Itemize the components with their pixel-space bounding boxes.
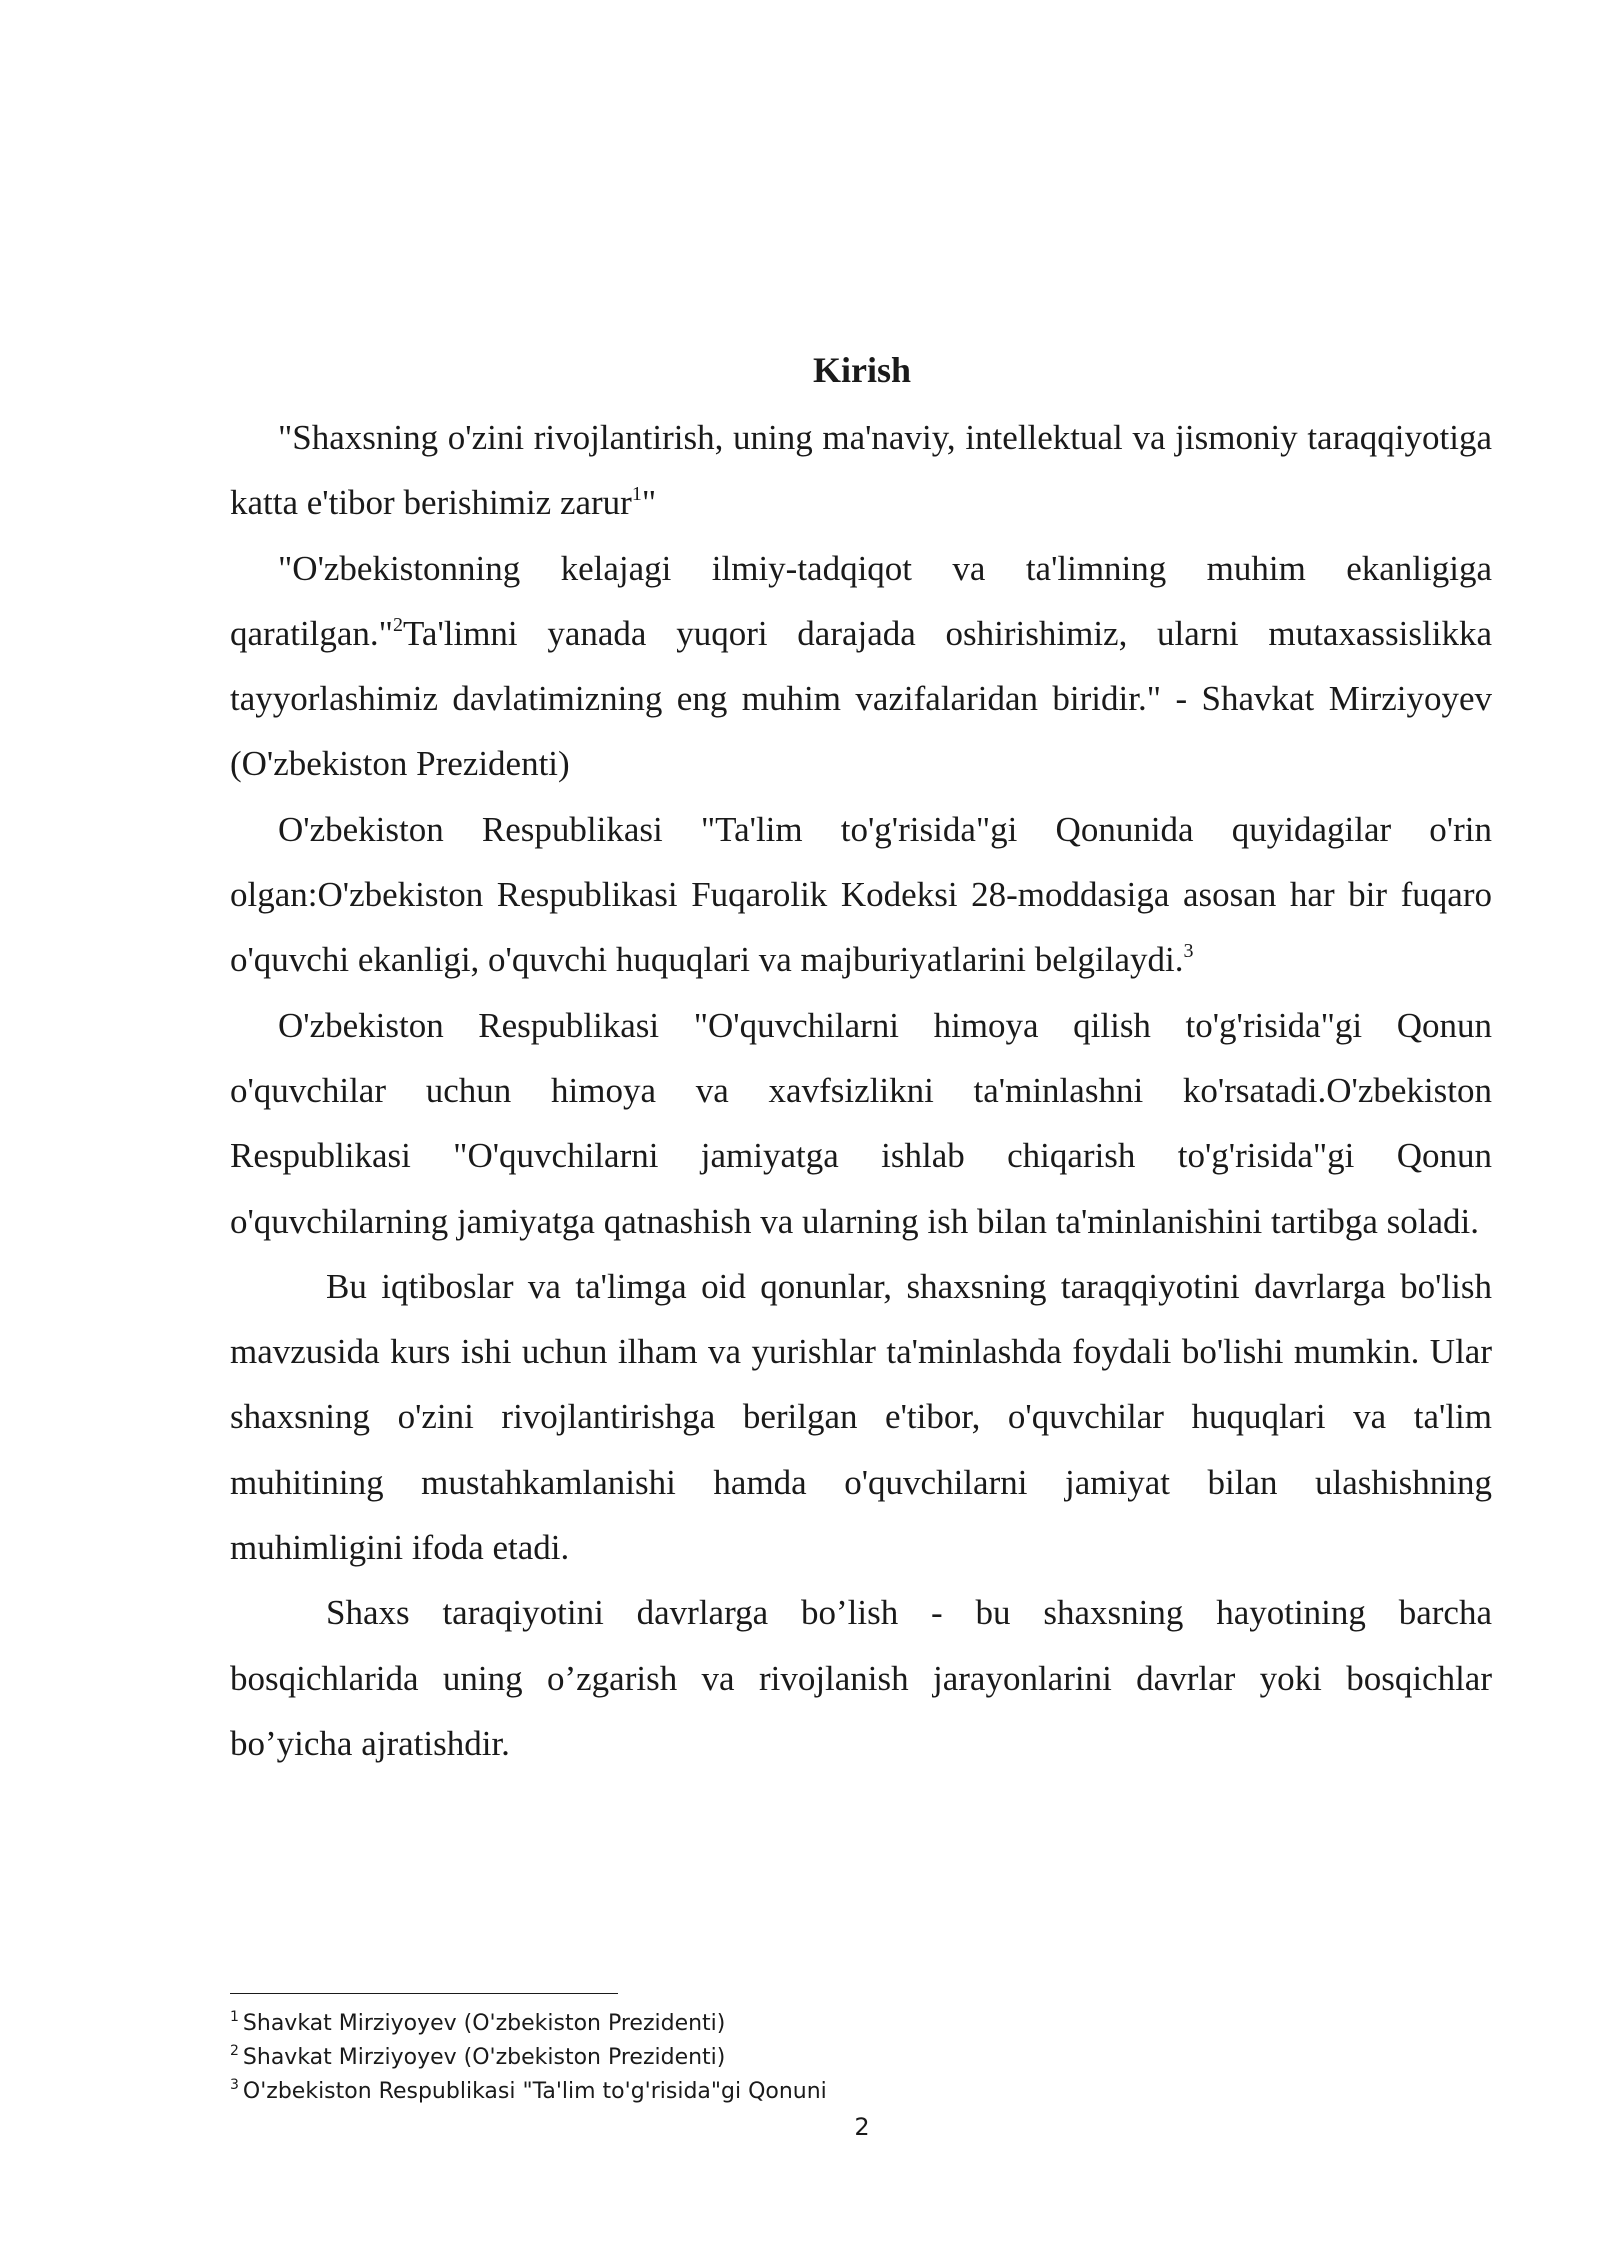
- footnote-text: Shavkat Mirziyoyev (O'zbekiston Prezidenti): [242, 2011, 726, 2036]
- paragraph-text: "O'zbekistonning kelajagi ilmiy-tadqiqot va ta'limning muhim ekanligiga qaratilgan.": [230, 548, 1492, 653]
- footnote-number: 1: [230, 2009, 239, 2025]
- page-title: Kirish: [812, 350, 911, 390]
- body-text: [230, 405, 1492, 1776]
- paragraph-text: O'zbekiston Respublikasi "Ta'lim to'g'risida"gi Qonunida quyidagilar o'rin olgan:O'zbekiston Respublikasi Fuqarolik Kodeksi 28-moddasiga asosan har bir fuqaro o'quvchi ekanligi, o'quvchi huquqlari va majburiyatlarini belgilaydi.: [230, 809, 1492, 980]
- paragraph-student-laws: [230, 993, 1492, 1254]
- footnote-separator: [230, 1993, 618, 1994]
- footnote-number: 3: [230, 2077, 239, 2093]
- footnotes: [230, 2007, 1492, 2109]
- footnote-ref-1[interactable]: 1: [631, 483, 642, 506]
- paragraph-text: Ta'limni yanada yuqori darajada oshirishimiz, ularni mutaxassislikka tayyorlashimiz davlatimizning eng muhim vazifalaridan biridir." - Shavkat Mirziyoyev (O'zbekiston Prezidenti): [230, 613, 1492, 784]
- paragraph-definition: [230, 1580, 1492, 1776]
- page-number: 2: [854, 2113, 870, 2141]
- paragraph-text: Bu iqtiboslar va ta'limga oid qonunlar, shaxsning taraqqiyotini davrlarga bo'lish mavzusida kurs ishi uchun ilham va yurishlar ta'minlashda foydali bo'lishi mumkin. Ular shaxsning o'zini rivojlantirishga berilgan e'tibor, o'quvchilar huquqlari va ta'lim muhitining mustahkamlanishi hamda o'quvchilarni jamiyat bilan ulashishning muhimligini ifoda etadi.: [230, 1266, 1492, 1568]
- footnote-item: [230, 2075, 1492, 2109]
- footnote-number: 2: [230, 2043, 239, 2059]
- footnote-text: O'zbekiston Respublikasi "Ta'lim to'g'risida"gi Qonuni: [242, 2079, 827, 2104]
- paragraph-text: O'zbekiston Respublikasi "O'quvchilarni himoya qilish to'g'risida"gi Qonun o'quvchilar uchun himoya va xavfsizlikni ta'minlashni ko'rsatadi.O'zbekiston Respublikasi "O'quvchilarni jamiyatga ishlab chiqarish to'g'risida"gi Qonun o'quvchilarning jamiyatga qatnashish va ularning ish bilan ta'minlanishini tartibga soladi.: [230, 1005, 1492, 1241]
- paragraph-text: Shaxs taraqiyotini davrlarga bo’lish - bu shaxsning hayotining barcha bosqichlarida uning o’zgarish va rivojlanish jarayonlarini davrlar yoki bosqichlar bo’yicha ajratishdir.: [230, 1593, 1492, 1763]
- paragraph-summary: [230, 1254, 1492, 1580]
- footnote-item: [230, 2041, 1492, 2075]
- footnote-ref-3[interactable]: 3: [1183, 940, 1194, 963]
- footnote-text: Shavkat Mirziyoyev (O'zbekiston Prezidenti): [242, 2045, 726, 2070]
- footnote-ref-2[interactable]: 2: [392, 613, 403, 636]
- paragraph-quote-2: [230, 536, 1492, 797]
- paragraph-education-law: [230, 797, 1492, 993]
- footnote-item: [230, 2007, 1492, 2041]
- paragraph-quote-1: [230, 405, 1492, 536]
- paragraph-text: ": [641, 483, 657, 523]
- paragraph-text: "Shaxsning o'zini rivojlantirish, uning ma'naviy, intellektual va jismoniy taraqqiyotiga katta e'tibor berishimiz zarur: [230, 418, 1492, 523]
